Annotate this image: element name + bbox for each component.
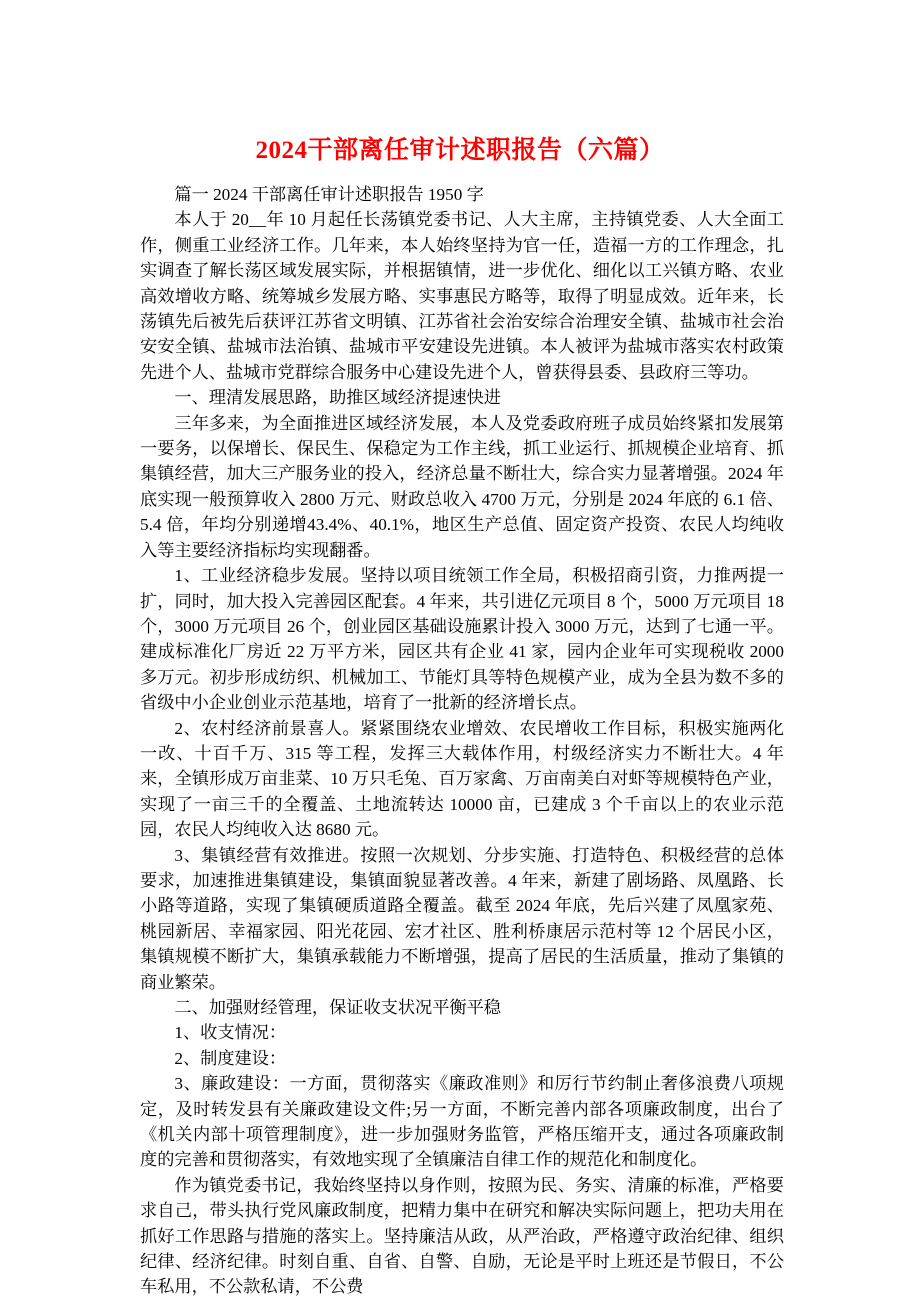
paragraph-item-1-3: 3、集镇经营有效推进。按照一次规划、分步实施、打造特色、积极经营的总体要求，加速推进集镇建设，集镇面貌显著改善。4 年来，新建了剧场路、凤凰路、长小路等道路，实现了集镇硬质道路全覆盖。截至 2024 年底，先后兴建了凤凰家苑、桃园新居、幸福家园、阳光花园、宏才社区、胜利桥康居示范村等 12 个居民小区，集镇规模不断扩大，集镇承载能力不断增强，提高了居民的生活质量，推动了集镇的商业繁荣。 (140, 845, 784, 992)
paragraph-item-2-3: 3、廉政建设：一方面，贯彻落实《廉政准则》和厉行节约制止奢侈浪费八项规定，及时转发县有关廉政建设文件;另一方面，不断完善内部各项廉政制度，出台了《机关内部十项管理制度》，进一步加强财务监管，严格压缩开支，通过各项廉政制度的完善和贯彻落实，有效地实现了全镇廉洁自律工作的规范化和制度化。 (140, 1074, 784, 1170)
paragraph-item-1-1: 1、工业经济稳步发展。坚持以项目统领工作全局，积极招商引资，力推两提一扩，同时，加大投入完善园区配套。4 年来，共引进亿元项目 8 个，5000 万元项目 18 个，3000 万元项目 26 个，创业园区基础设施累计投入 3000 万元，达到了七通一平。建成标准化厂房近 22 万平方米，园区共有企业 41 家，园内企业年可实现税收 2000 多万元。初步形成纺织、机械加工、节能灯具等特色规模产业，成为全县为数不多的省级中小企业创业示范基地，培育了一批新的经济增长点。 (140, 566, 784, 713)
paragraph-item-1-2: 2、农村经济前景喜人。紧紧围绕农业增效、农民增收工作目标，积极实施两化一改、十百千万、315 等工程，发挥三大载体作用，村级经济实力不断壮大。4 年来，全镇形成万亩韭菜、10 万只毛兔、百万家禽、万亩南美白对虾等规模特色产业，实现了一亩三千的全覆盖、土地流转达 10000 亩，已建成 3 个千亩以上的农业示范园，农民人均纯收入达 8680 元。 (140, 718, 784, 840)
section-label: 篇一 2024 干部离任审计述职报告 1950 字 (174, 185, 484, 204)
paragraph-item-2-2: 2、制度建设： (174, 1048, 287, 1068)
section-heading-2: 二、加强财经管理，保证收支状况平衡平稳 (174, 998, 501, 1017)
paragraph-item-2-1: 1、收支情况： (174, 1023, 287, 1043)
paragraph-intro: 本人于 20__年 10 月起任长荡镇党委书记、人大主席，主持镇党委、人大全面工作，侧重工业经济工作。几年来，本人始终坚持为官一任，造福一方的工作理念，扎实调查了解长荡区域发展实际，并根据镇情，进一步优化、细化以工兴镇方略、农业高效增收方略、统筹城乡发展方略、实事惠民方略等，取得了明显成效。近年来，长荡镇先后被先后获评江苏省文明镇、江苏省社会治安综合治理安全镇、盐城市社会治安安全镇、盐城市法治镇、盐城市平安建设先进镇。本人被评为盐城市落实农村政策先进个人、盐城市党群综合服务中心建设先进个人，曾获得县委、县政府三等功。 (140, 210, 784, 382)
section-heading-1: 一、理清发展思路，助推区域经济提速快进 (174, 388, 501, 408)
paragraph-closing: 作为镇党委书记，我始终坚持以身作则，按照为民、务实、清廉的标准，严格要求自己，带头执行党风廉政制度，把精力集中在研究和解决实际问题上，把功夫用在抓好工作思路与措施的落实上。坚持廉洁从政，从严治政，严格遵守政治纪律、组织纪律、经济纪律。时刻自重、自省、自警、自励，无论是平时上班还是节假日，不公车私用，不公款私请，不公费 (140, 1175, 784, 1297)
page-title: 2024干部离任审计述职报告（六篇） (255, 136, 665, 164)
document-body (140, 182, 784, 1300)
paragraph-section1-overview: 三年多来，为全面推进区域经济发展，本人及党委政府班子成员始终紧扣发展第一要务，以保增长、保民生、保稳定为工作主线，抓工业运行、抓规模企业培育、抓集镇经营，加大三产服务业的投入，经济总量不断壮大，综合实力显著增强。2024 年底实现一般预算收入 2800 万元、财政总收入 4700 万元，分别是 2024 年底的 6.1 倍、5.4 倍，年均分别递增43.4%、40.1%，地区生产总值、固定资产投资、农民人均纯收入等主要经济指标均实现翻番。 (140, 413, 784, 560)
